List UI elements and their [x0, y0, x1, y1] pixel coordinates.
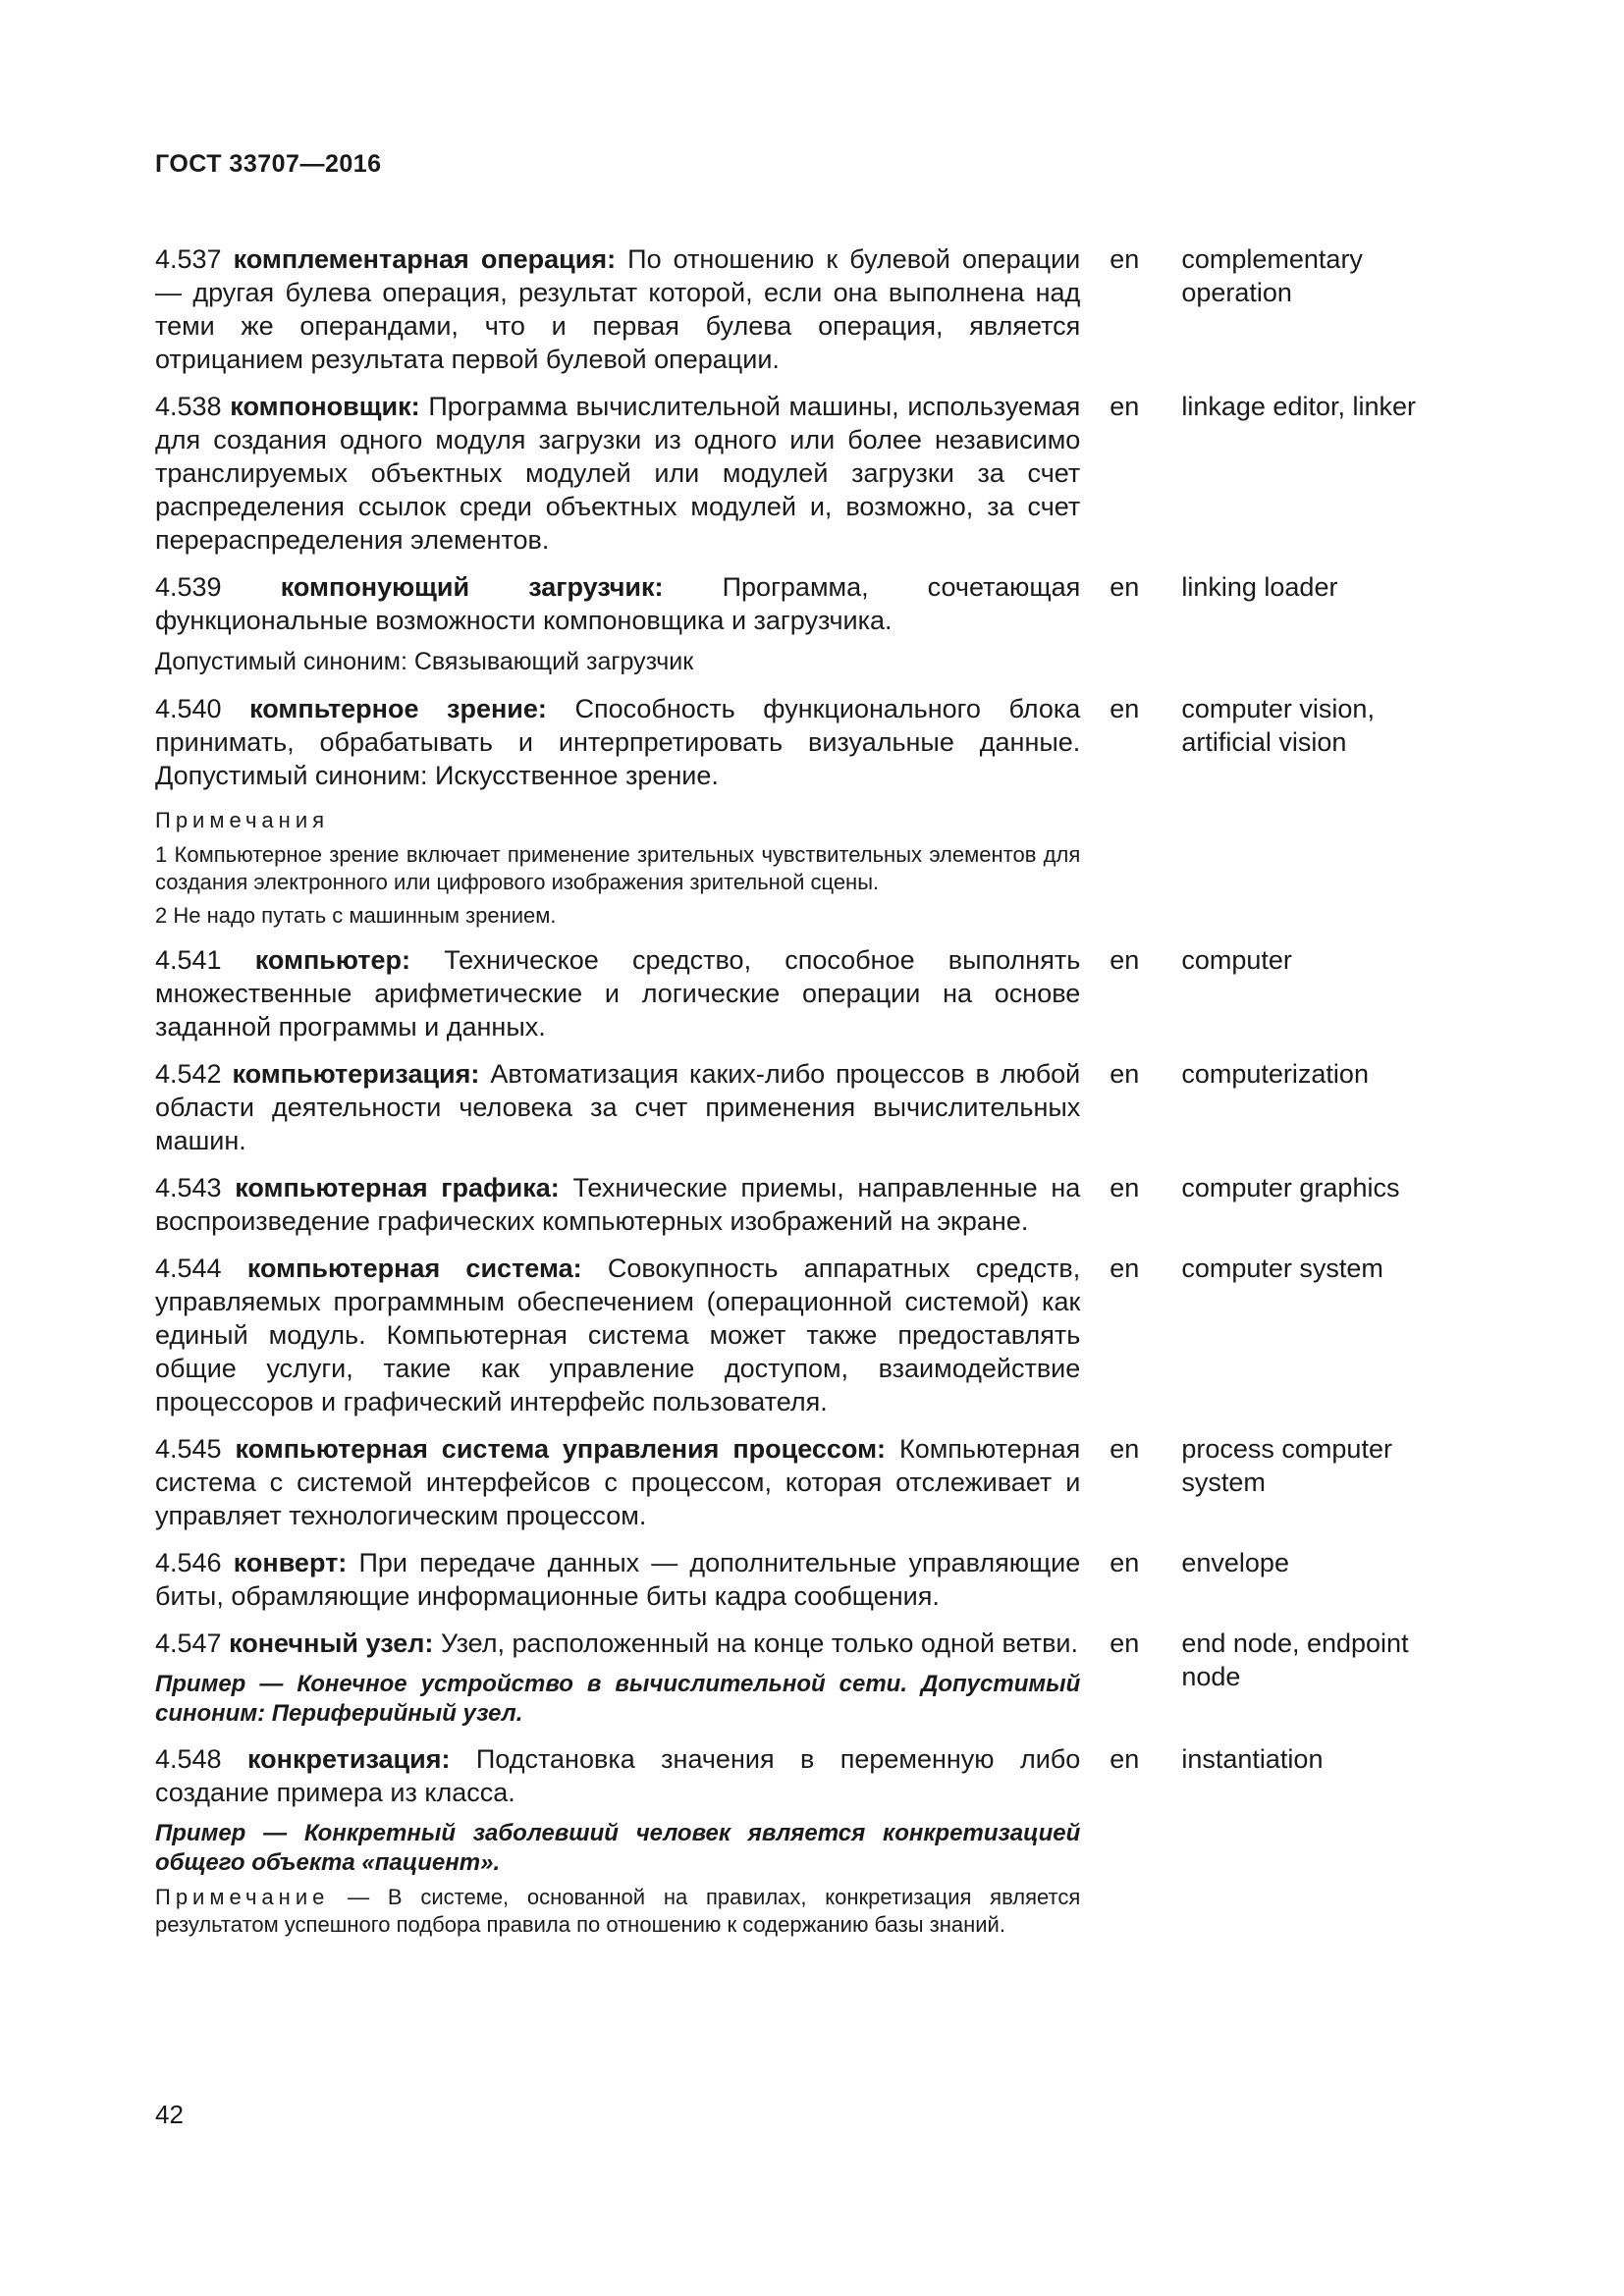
- term-title: конкретизация:: [247, 1744, 451, 1774]
- term-entry-4-537: [155, 242, 1461, 376]
- term-definition: [155, 692, 1080, 930]
- term-number: 4.539: [155, 572, 222, 602]
- term-entry-4-542: [155, 1057, 1461, 1157]
- english-equivalent: complementary operation: [1181, 244, 1363, 307]
- term-title: компонующий загрузчик:: [280, 572, 664, 602]
- term-entry-4-544: [155, 1252, 1461, 1418]
- language-code: en: [1110, 1434, 1140, 1464]
- english-equivalent: envelope: [1181, 1548, 1289, 1577]
- term-title: компьютерная система управления процессом:: [235, 1434, 887, 1464]
- term-title: конечный узел:: [229, 1629, 434, 1658]
- term-number: 4.538: [155, 392, 222, 421]
- term-text: Подстановка значения в переменную либо создание примера из класса.: [155, 1744, 1081, 1807]
- term-text: Техническое средство, способное выполнять множественные арифметические и логические операции на основе заданной программы и данных.: [155, 945, 1081, 1041]
- language-code: en: [1110, 1254, 1140, 1283]
- english-equivalent: linking loader: [1181, 572, 1338, 602]
- term-example: Пример — Конкретный заболевший человек является конкретизацией общего объекта «пациент».: [155, 1820, 1081, 1876]
- term-definition: [155, 1742, 1080, 1939]
- term-entry-4-548: [155, 1742, 1461, 1939]
- term-text: При передаче данных — дополнительные управляющие биты, обрамляющие информационные биты кадра сообщения.: [155, 1548, 1081, 1611]
- term-number: 4.542: [155, 1059, 222, 1089]
- term-text: Компьютерная система с системой интерфейсов с процессом, которая отслеживает и управляет технологическим процессом.: [155, 1434, 1081, 1530]
- term-number: 4.543: [155, 1173, 222, 1202]
- english-equivalent: computer system: [1181, 1254, 1383, 1283]
- term-definition: [155, 1546, 1080, 1613]
- note-1: 1 Компьютерное зрение включает применение зрительных чувствительных элементов для создания электронного или цифрового изображения зрительной сцены.: [155, 842, 1081, 894]
- term-title: компьютер:: [254, 945, 411, 975]
- term-entry-4-540: [155, 692, 1461, 930]
- english-equivalent: computer vision, artificial vision: [1181, 694, 1375, 757]
- term-definition: [155, 1171, 1080, 1238]
- term-number: 4.540: [155, 694, 222, 723]
- term-number: 4.546: [155, 1548, 222, 1577]
- term-text: Программа вычислительной машины, используемая для создания одного модуля загрузки из одного или более независимо транслируемых объектных модулей или модулей загрузки за счет распределения ссылок среди объектных модулей и, возможно, за счет перераспределения элементов.: [155, 392, 1081, 555]
- language-code: en: [1110, 1744, 1140, 1774]
- language-code: en: [1110, 572, 1140, 602]
- term-entry-4-546: [155, 1546, 1461, 1613]
- term-example: Пример — Конечное устройство в вычислительной сети. Допустимый синоним: Периферийный узел.: [155, 1671, 1081, 1727]
- term-text: Программа, сочетающая функциональные возможности компоновщика и загрузчика.: [155, 572, 1081, 635]
- term-title: компьютерная система:: [246, 1254, 582, 1283]
- language-code: en: [1110, 694, 1140, 723]
- term-number: 4.541: [155, 945, 222, 975]
- term-number: 4.544: [155, 1254, 222, 1283]
- english-equivalent: process computer system: [1181, 1434, 1392, 1497]
- term-title: компоновщик:: [230, 392, 420, 421]
- notes-heading: Примечания: [155, 808, 330, 832]
- page-number: 42: [155, 2100, 184, 2129]
- term-text: Способность функционального блока принимать, обрабатывать и интерпретировать визуальные данные. Допустимый синоним: Искусственное зрение.: [155, 694, 1081, 790]
- term-text: Технические приемы, направленные на воспроизведение графических компьютерных изображений на экране.: [155, 1173, 1081, 1236]
- note-2: 2 Не надо путать с машинным зрением.: [155, 903, 557, 928]
- term-text: Узел, расположенный на конце только одной ветви.: [440, 1629, 1078, 1658]
- term-definition: [155, 570, 1080, 678]
- term-text: По отношению к булевой операции — другая булева операция, результат которой, если она выполнена над теми же операндами, что и первая булева операция, является отрицанием результата первой булевой операции.: [155, 244, 1081, 374]
- term-definition: [155, 242, 1080, 376]
- terms-list: [155, 242, 1461, 1952]
- note-text: — В системе, основанной на правилах, конкретизация является результатом успешного подбора правила по отношению к содержанию базы знаний.: [155, 1885, 1081, 1937]
- term-title: компьютерная графика:: [235, 1173, 560, 1202]
- term-text: Совокупность аппаратных средств, управляемых программным обеспечением (операционной системой) как единый модуль. Компьютерная система может также предоставлять общие услуги, такие как управление доступом, взаимодействие процессоров и графический интерфейс пользователя.: [155, 1254, 1081, 1416]
- language-code: en: [1110, 244, 1140, 274]
- language-code: en: [1110, 392, 1140, 421]
- term-number: 4.537: [155, 244, 222, 274]
- term-definition: [155, 390, 1080, 557]
- term-definition: [155, 1627, 1080, 1729]
- term-text: Автоматизация каких-либо процессов в любой области деятельности человека за счет применения вычислительных машин.: [155, 1059, 1081, 1155]
- term-entry-4-541: [155, 943, 1461, 1043]
- term-title: компьтерное зрение:: [249, 694, 547, 723]
- term-entry-4-538: [155, 390, 1461, 557]
- english-equivalent: computerization: [1181, 1059, 1369, 1089]
- term-title: конверт:: [233, 1548, 348, 1577]
- term-title: комплементарная операция:: [233, 244, 617, 274]
- term-entry-4-543: [155, 1171, 1461, 1238]
- language-code: en: [1110, 1548, 1140, 1577]
- language-code: en: [1110, 1173, 1140, 1202]
- language-code: en: [1110, 945, 1140, 975]
- term-definition: [155, 1252, 1080, 1418]
- english-equivalent: computer graphics: [1181, 1173, 1400, 1202]
- term-definition: [155, 1432, 1080, 1532]
- term-number: 4.545: [155, 1434, 222, 1464]
- term-definition: [155, 943, 1080, 1043]
- note-label: Примечание: [155, 1885, 330, 1909]
- english-equivalent: linkage editor, linker: [1181, 392, 1416, 421]
- english-equivalent: instantiation: [1181, 1744, 1324, 1774]
- language-code: en: [1110, 1629, 1140, 1658]
- term-synonym: Допустимый синоним: Связывающий загрузчик: [155, 648, 694, 675]
- document-code: ГОСТ 33707—2016: [155, 150, 382, 178]
- term-note: [155, 1884, 1080, 1939]
- term-entry-4-539: [155, 570, 1461, 678]
- term-number: 4.548: [155, 1744, 222, 1774]
- term-number: 4.547: [155, 1629, 222, 1658]
- term-definition: [155, 1057, 1080, 1157]
- language-code: en: [1110, 1059, 1140, 1089]
- term-entry-4-545: [155, 1432, 1461, 1532]
- english-equivalent: computer: [1181, 945, 1292, 975]
- term-entry-4-547: [155, 1627, 1461, 1729]
- english-equivalent: end node, endpoint node: [1181, 1629, 1409, 1691]
- term-title: компьютеризация:: [232, 1059, 480, 1089]
